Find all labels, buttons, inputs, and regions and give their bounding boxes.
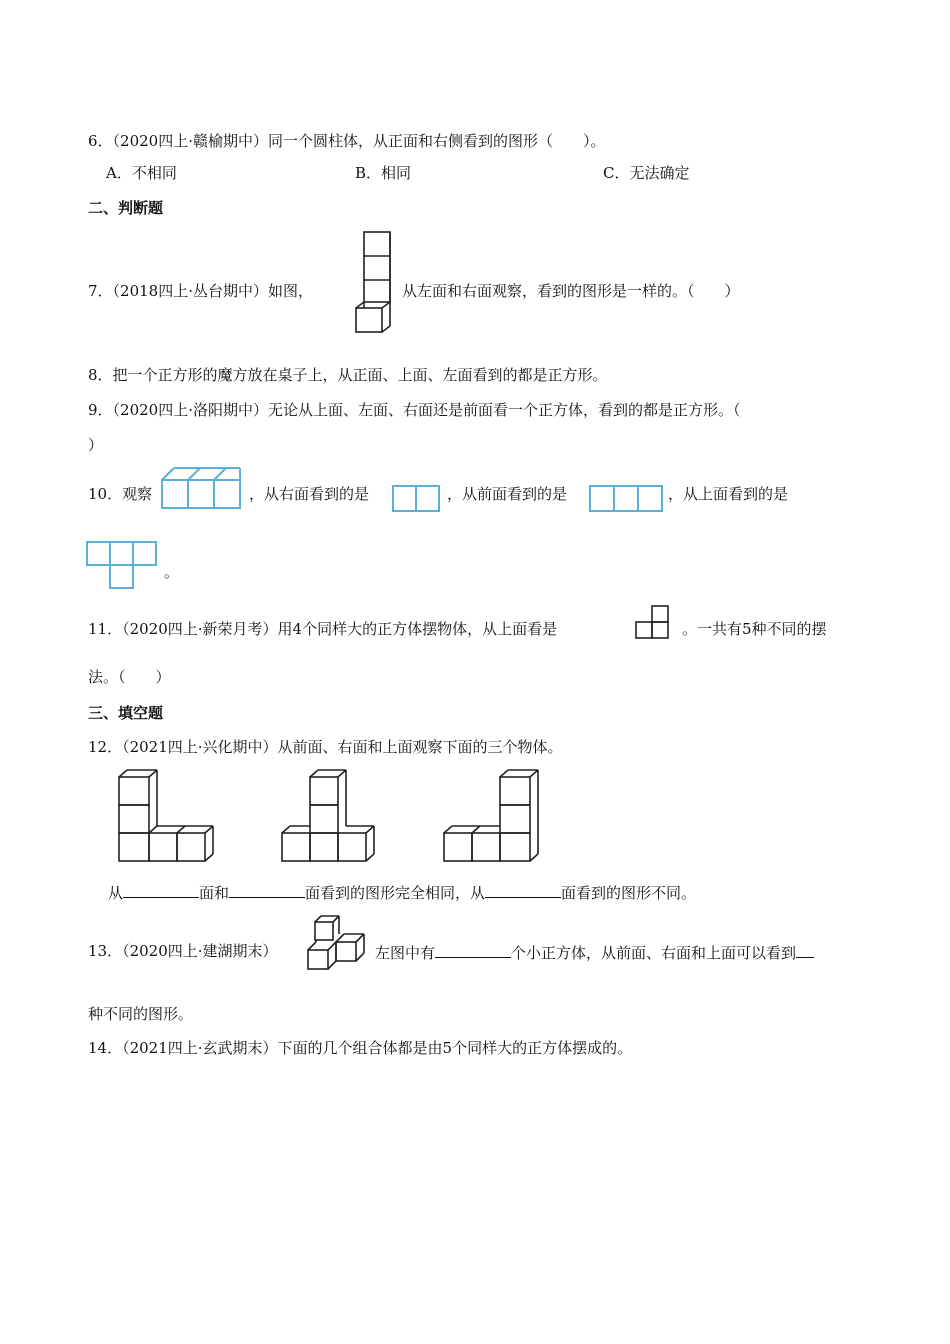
q13-part3: 个小正方体，从前面、右面和上面可以看到	[511, 944, 797, 962]
q11-line2: 法。（ ）	[88, 668, 171, 686]
q12-fill-line	[108, 881, 696, 903]
q10-cube-group-figure	[160, 466, 244, 512]
q6-option-b: B．相同	[355, 164, 412, 182]
q10-end: 。	[164, 563, 180, 581]
q12-blank-2[interactable]	[229, 881, 305, 898]
q12-blank-3[interactable]	[485, 881, 561, 898]
q9-line2: ）	[88, 436, 104, 454]
q12-fill-a: 从	[108, 884, 124, 902]
q7-prefix: 7．（2018四上·丛台期中）如图，	[88, 282, 313, 300]
q13-cube-group-figure	[304, 912, 368, 972]
q10-top-view-figure	[86, 541, 160, 591]
q13-blank-2[interactable]	[796, 941, 814, 958]
q11-part1: 11．（2020四上·新荣月考）用4个同样大的正方体摆物体，从上面看是	[88, 620, 558, 638]
q12-fill-b: 面和	[199, 884, 230, 902]
q13-line2: 种不同的图形。	[88, 1005, 194, 1023]
q12-blank-1[interactable]	[123, 881, 199, 898]
q10-part4: ，从上面看到的是	[668, 485, 789, 503]
q7-cube-column-figure	[354, 230, 394, 334]
q12-object-1-figure	[116, 767, 216, 863]
q6-option-a: A．不相同	[106, 164, 177, 182]
q8-text: 8．把一个正方形的魔方放在桌子上，从正面、上面、左面看到的都是正方形。	[88, 366, 608, 384]
q6-option-c: C．无法确定	[603, 164, 690, 182]
q11-top-view-figure	[634, 604, 672, 642]
q11-part2: 。一共有5种不同的摆	[682, 620, 827, 638]
q12-object-2-figure	[280, 767, 376, 863]
q10-part1: 10．观察	[88, 485, 153, 503]
q7-suffix: 从左面和右面观察，看到的图形是一样的。（ ）	[402, 282, 740, 300]
q10-right-view-figure	[392, 485, 442, 513]
q6-text: 6．（2020四上·赣榆期中）同一个圆柱体，从正面和右侧看到的图形（ ）。	[88, 132, 606, 150]
q10-part3: ，从前面看到的是	[447, 485, 568, 503]
q9-line1: 9．（2020四上·洛阳期中）无论从上面、左面、右面还是前面看一个正方体，看到的都是正方形。（	[88, 401, 741, 419]
q12-text: 12．（2021四上·兴化期中）从前面、右面和上面观察下面的三个物体。	[88, 738, 563, 756]
section-title-judgement: 二、判断题	[88, 199, 164, 217]
q10-front-view-figure	[589, 485, 665, 513]
q13-blank-1[interactable]	[435, 941, 511, 958]
q13-part1: 13．（2020四上·建湖期末）	[88, 942, 278, 960]
q12-fill-d: 面看到的图形不同。	[561, 884, 697, 902]
q12-fill-c: 面看到的图形完全相同，从	[305, 884, 486, 902]
q14-text: 14．（2021四上·玄武期末）下面的几个组合体都是由5个同样大的正方体摆成的。	[88, 1039, 633, 1057]
q12-object-3-figure	[442, 767, 542, 863]
q10-part2: ，从右面看到的是	[249, 485, 370, 503]
q13-part2: 左图中有	[375, 944, 436, 962]
section-title-fill-in: 三、填空题	[88, 704, 164, 722]
q13-fill-line	[375, 941, 814, 963]
